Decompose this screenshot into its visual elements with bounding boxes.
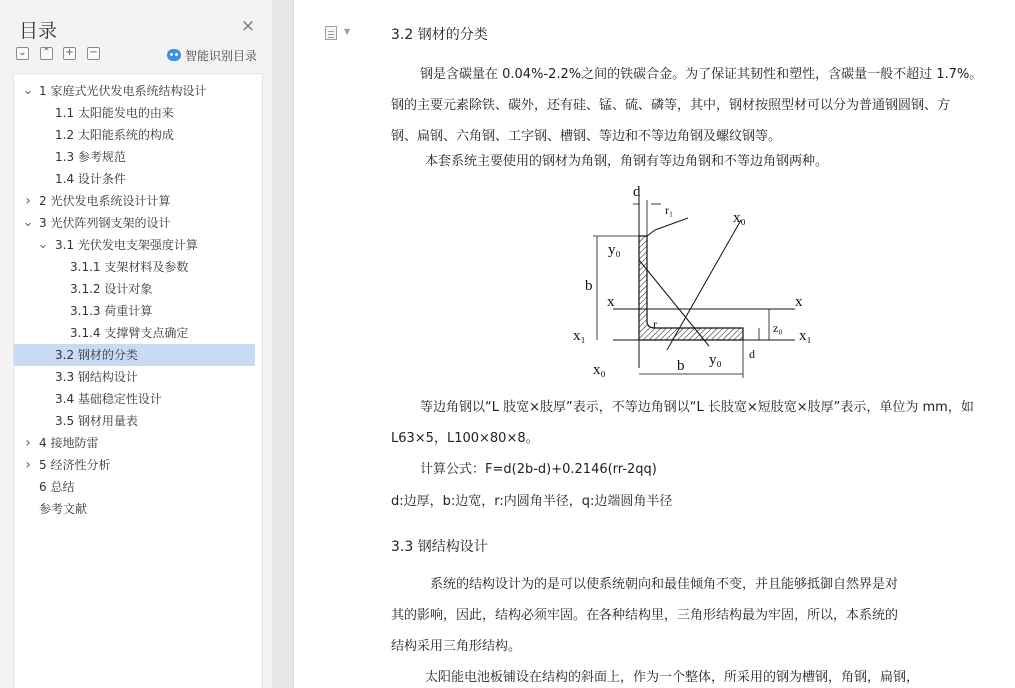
label-y0-top: y₀	[608, 242, 621, 258]
formula-text: 计算公式：F=d(2b-d)+0.2146(rr-2qq)	[420, 462, 657, 477]
toc-item-label: 5 经济性分析	[39, 458, 111, 472]
toc-item[interactable]	[14, 498, 255, 520]
toc-item[interactable]	[14, 322, 255, 344]
label-z0: z₀	[773, 321, 783, 335]
toc-item-label: 1 家庭式光伏发电系统结构设计	[39, 84, 207, 98]
toc-item[interactable]	[14, 476, 255, 498]
toc-item-label: 参考文献	[39, 502, 88, 516]
toc-item[interactable]	[14, 278, 255, 300]
toc-item-label: 3.2 钢材的分类	[55, 348, 138, 362]
paragraph: 其的影响，因此，结构必须牢固。在各种结构里，三角形结构最为牢固，所以，本系统的	[391, 608, 899, 623]
label-r: r	[653, 317, 657, 331]
toc-item[interactable]	[14, 256, 255, 278]
document-page	[293, 0, 1015, 688]
label-dim-d: d	[749, 347, 755, 361]
chevron-right-icon[interactable]: ›	[25, 457, 31, 473]
toc-item[interactable]	[14, 146, 255, 168]
toc-item-label: 3.1.1 支架材料及参数	[70, 260, 189, 274]
document-icon[interactable]	[325, 26, 337, 40]
label-x0-top: x₀	[733, 210, 746, 226]
ai-robot-icon	[167, 49, 181, 61]
label-x0-bottom: x₀	[593, 362, 606, 378]
toc-sidebar	[0, 0, 273, 688]
collapse-all-icon[interactable]: ⌃	[40, 47, 53, 60]
toc-item-label: 3 光伏阵列钢支架的设计	[39, 216, 171, 230]
chevron-down-icon[interactable]: ⌄	[22, 83, 34, 98]
label-y0-bottom: y₀	[709, 352, 722, 368]
toc-item-label: 4 接地防雷	[39, 436, 99, 450]
toc-item-label: 1.1 太阳能发电的由来	[55, 106, 174, 120]
expand-all-icon[interactable]: ⌄	[16, 47, 29, 60]
angle-steel-diagram	[573, 178, 835, 382]
chevron-down-icon[interactable]: ⌄	[37, 237, 49, 252]
label-d: d	[633, 184, 641, 200]
toc-item[interactable]	[14, 366, 255, 388]
toc-item-label: 3.1.2 设计对象	[70, 282, 153, 296]
paragraph: 太阳能电池板铺设在结构的斜面上，作为一个整体，所采用的钢为槽钢，角钢，扁钢，	[425, 670, 920, 685]
toc-item[interactable]	[14, 410, 255, 432]
toc-title: 目录	[19, 20, 58, 42]
toc-item-label: 6 总结	[39, 480, 75, 494]
toc-item[interactable]	[14, 80, 255, 102]
toc-item-label: 1.2 太阳能系统的构成	[55, 128, 174, 142]
paragraph: 本套系统主要使用的钢材为角钢，角钢有等边角钢和不等边角钢两种。	[425, 154, 829, 169]
toc-item[interactable]	[14, 388, 255, 410]
paragraph: 系统的结构设计为的是可以使系统朝向和最佳倾角不变，并且能够抵御自然界是对	[430, 577, 899, 592]
close-icon[interactable]: ✕	[240, 17, 256, 37]
toc-item-label: 2 光伏发电系统设计计算	[39, 194, 171, 208]
toc-item-label: 3.5 钢材用量表	[55, 414, 138, 428]
toc-item[interactable]	[14, 344, 255, 366]
paragraph: 等边角钢以“L 肢宽×肢厚”表示，不等边角钢以“L 长肢宽×短肢宽×肢厚”表示，单位为 mm，如	[420, 400, 974, 415]
toc-item[interactable]	[14, 102, 255, 124]
toc-item[interactable]	[14, 300, 255, 322]
toc-item[interactable]	[14, 454, 255, 476]
label-r1: r₁	[665, 203, 674, 217]
label-b-bottom: b	[677, 358, 685, 374]
chevron-right-icon[interactable]: ›	[25, 193, 31, 209]
toc-item-label: 3.1.3 荷重计算	[70, 304, 153, 318]
toc-item[interactable]	[14, 432, 255, 454]
label-x1-left: x₁	[573, 328, 586, 344]
toc-item[interactable]	[14, 190, 255, 212]
toc-item-label: 3.3 钢结构设计	[55, 370, 138, 384]
label-b-left: b	[585, 278, 593, 294]
scrollbar-track[interactable]	[274, 0, 293, 688]
toc-item-label: 3.1.4 支撑臂支点确定	[70, 326, 189, 340]
paragraph: 钢的主要元素除铁、碳外，还有硅、锰、硫、磷等，其中，钢材按照型材可以分为普通钢圆钢、方	[391, 98, 951, 113]
section-heading-3-2: 3.2 钢材的分类	[391, 27, 488, 43]
label-x1-right: x₁	[799, 328, 812, 344]
dropdown-caret-icon[interactable]: ▼	[344, 27, 351, 36]
add-heading-icon[interactable]: +	[63, 47, 76, 60]
smart-toc-button[interactable]	[167, 46, 257, 64]
toc-item-label: 3.4 基础稳定性设计	[55, 392, 162, 406]
toc-item-label: 3.1 光伏发电支架强度计算	[55, 238, 198, 252]
section-heading-3-3: 3.3 钢结构设计	[391, 539, 488, 555]
smart-toc-label: 智能识别目录	[185, 48, 258, 63]
toc-item[interactable]	[14, 234, 255, 256]
toc-item[interactable]	[14, 168, 255, 190]
chevron-down-icon[interactable]: ⌄	[22, 215, 34, 230]
toc-list	[13, 73, 263, 688]
paragraph: 钢是含碳量在 0.04%-2.2%之间的铁碳合金。为了保证其韧性和塑性，含碳量一般不超过 1.7%。	[420, 67, 983, 82]
paragraph: 结构采用三角形结构。	[391, 639, 522, 654]
remove-heading-icon[interactable]: −	[87, 47, 100, 60]
toc-item-label: 1.3 参考规范	[55, 150, 126, 164]
toc-item[interactable]	[14, 212, 255, 234]
label-x-right: x	[795, 294, 803, 310]
paragraph: L63×5，L100×80×8。	[391, 431, 539, 446]
paragraph: d:边厚，b:边宽，r:内圆角半径，q:边端圆角半径	[391, 494, 673, 509]
label-x-left: x	[607, 294, 615, 310]
chevron-right-icon[interactable]: ›	[25, 435, 31, 451]
toc-item[interactable]	[14, 124, 255, 146]
toc-item-label: 1.4 设计条件	[55, 172, 126, 186]
paragraph: 钢、扁钢、六角钢、工字钢、槽钢、等边和不等边角钢及螺纹钢等。	[391, 129, 782, 144]
